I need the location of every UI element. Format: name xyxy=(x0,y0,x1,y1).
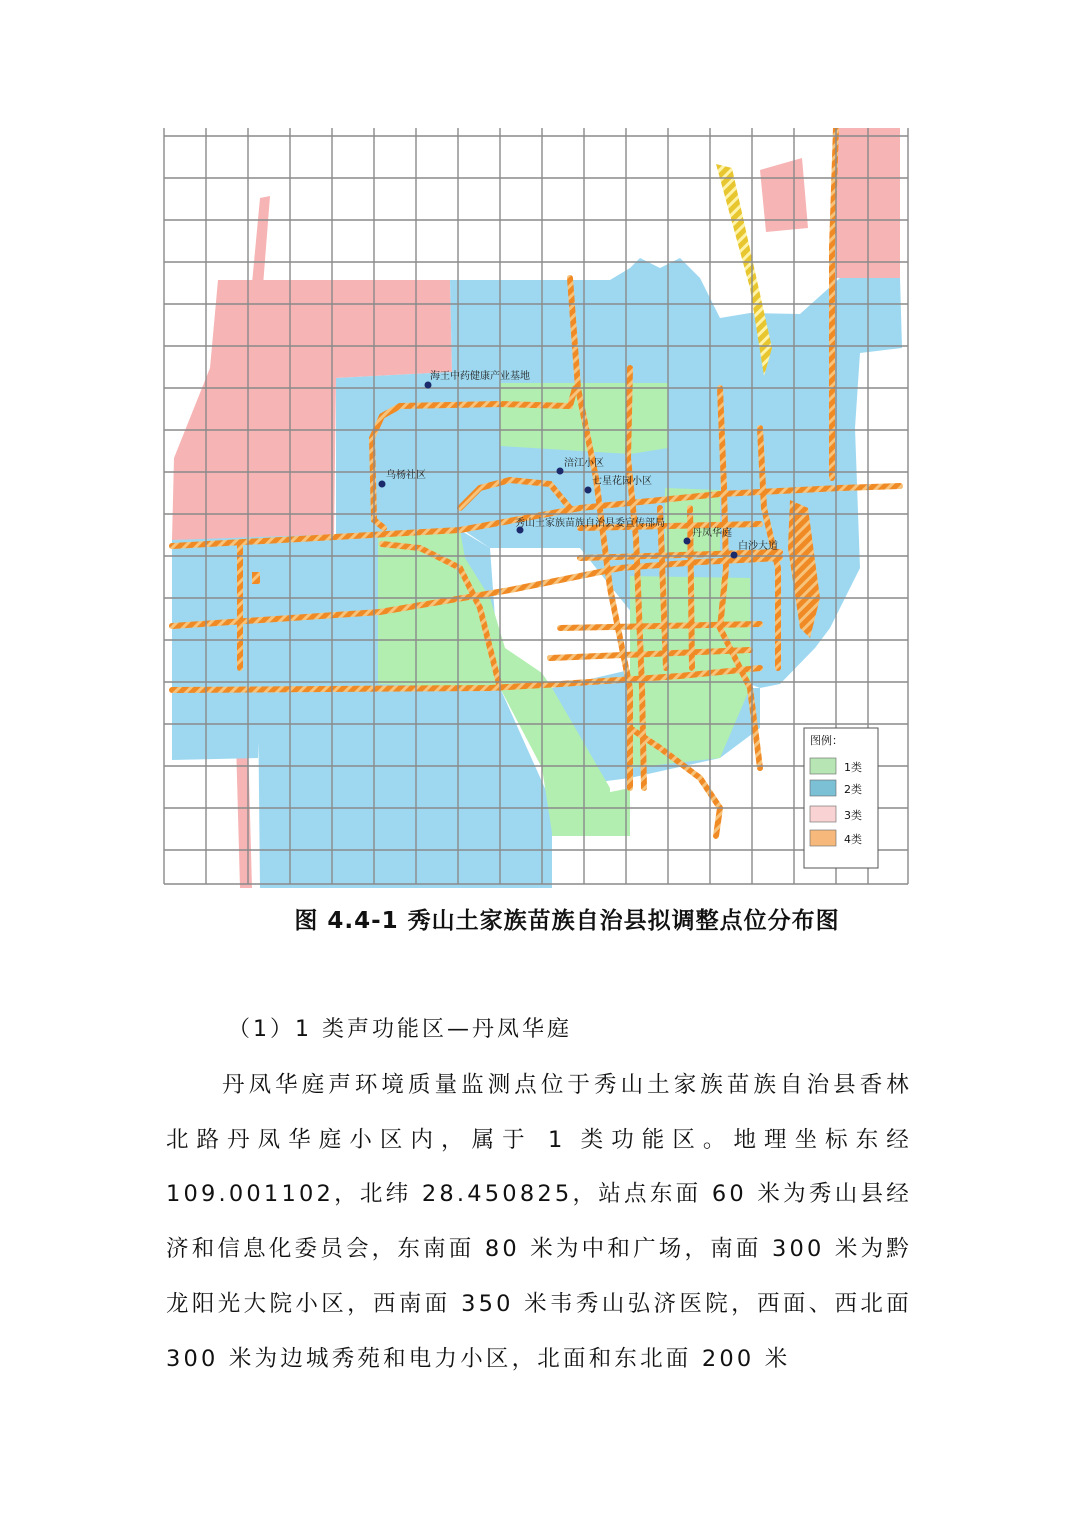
body-paragraph xyxy=(166,1058,912,1386)
legend-swatch-2 xyxy=(810,780,836,796)
marker-dot xyxy=(684,538,691,545)
legend-swatch-3 xyxy=(810,806,836,822)
legend-swatch-1 xyxy=(810,758,836,774)
marker-dot xyxy=(379,481,386,488)
map-svg xyxy=(160,128,912,888)
map-legend xyxy=(804,728,878,868)
figure-caption xyxy=(0,902,1074,935)
marker-label: 白沙大道 xyxy=(738,541,778,552)
marker-dot xyxy=(585,487,592,494)
legend-label-3: 3类 xyxy=(844,809,862,822)
zone-ne-pink-block xyxy=(760,158,808,232)
zone-south-blue xyxy=(258,688,552,888)
legend-swatch-4 xyxy=(810,830,836,846)
marker-label: 涪江小区 xyxy=(564,458,604,469)
marker-dot xyxy=(731,552,738,559)
marker-dot xyxy=(557,468,564,475)
road-grid-center-h3 xyxy=(560,624,760,628)
zoning-map xyxy=(160,128,912,888)
marker-label: 乌杨社区 xyxy=(386,470,426,481)
marker-label: 海王中药健康产业基地 xyxy=(430,371,530,382)
legend-label-1: 1类 xyxy=(844,761,862,774)
marker-label: 七星花园小区 xyxy=(592,476,652,487)
legend-label-2: 2类 xyxy=(844,783,862,796)
small-road-patch xyxy=(252,572,260,584)
legend-label-4: 4类 xyxy=(844,833,862,846)
marker-dot xyxy=(425,382,432,389)
figure-caption-text: 图 4.4-1 秀山土家族苗族自治县拟调整点位分布图 xyxy=(294,908,840,934)
section-heading: （1）1 类声功能区—丹凤华庭 xyxy=(228,1017,572,1042)
paragraph-text: 丹凤华庭声环境质量监测点位于秀山土家族苗族自治县香林北路丹凤华庭小区内，属于 1 类功能区。地理坐标东经 109.001102，北纬 28.450825，站点东面 60 米为秀山县经济和信息化委员会，东南面 80 米为中和广场，南面 300 米为黔龙阳光大院小区，西南面 350 米韦秀山弘济医院，西面、西北面 300 米为边城秀苑和电力小区，北面和东北面 200 米 xyxy=(166,1072,912,1372)
legend-box xyxy=(804,728,878,868)
marker-label: 丹凤华庭 xyxy=(692,528,732,539)
legend-title: 图例： xyxy=(810,734,843,747)
marker-label: 秀山土家族苗族自治县委宣传部局 xyxy=(515,518,665,529)
